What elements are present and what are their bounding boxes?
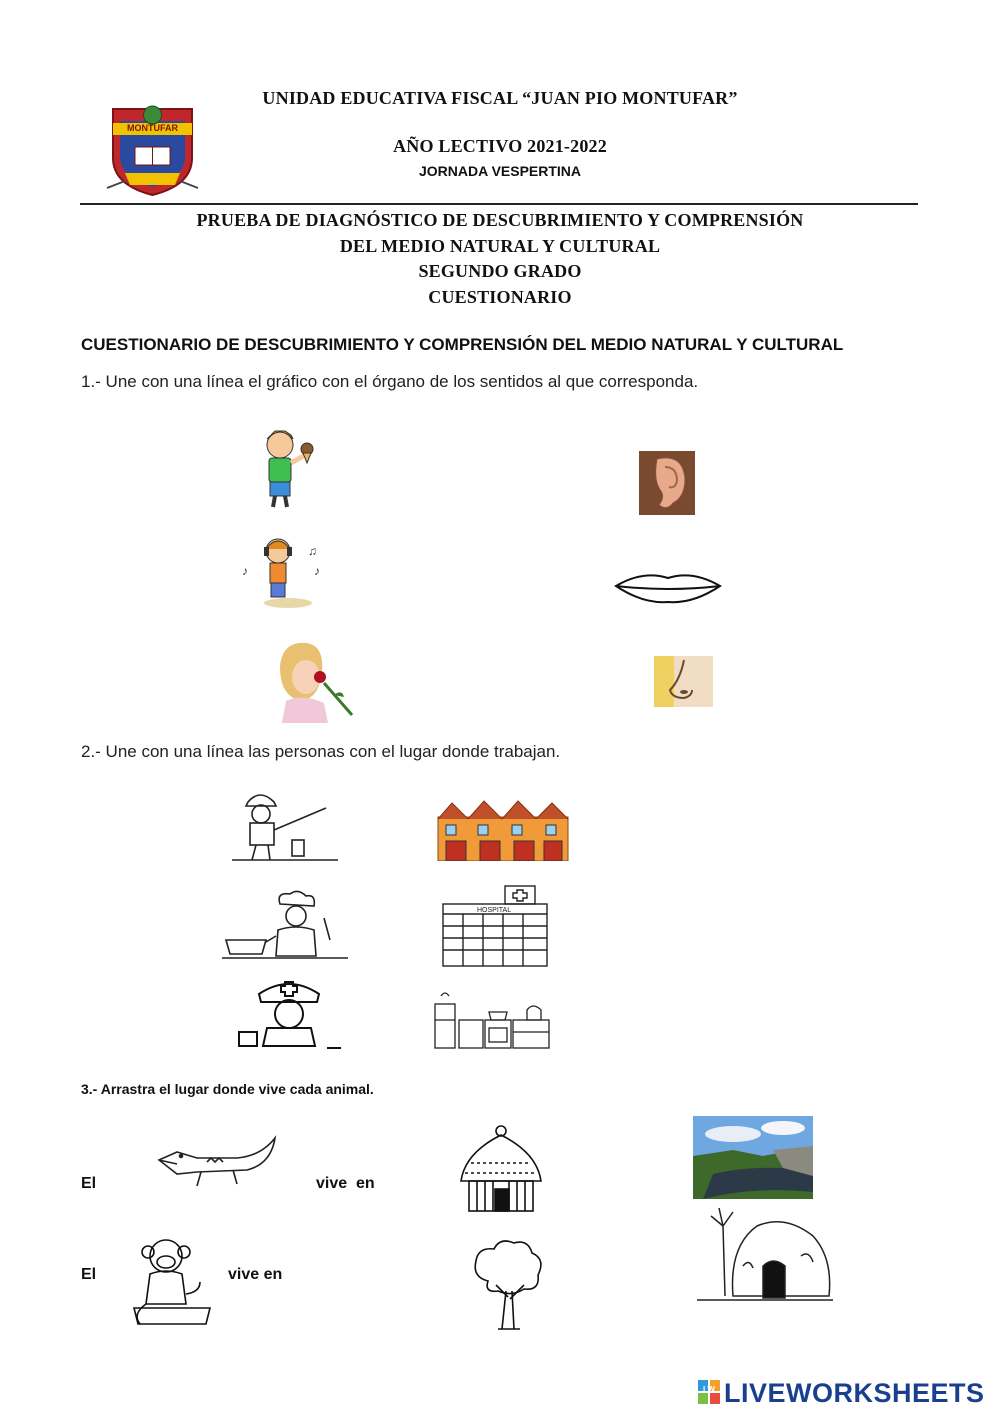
- school-logo: [105, 103, 200, 198]
- tree-image[interactable]: [468, 1237, 546, 1333]
- kitchen-image[interactable]: [433, 990, 551, 1050]
- school-name: UNIDAD EDUCATIVA FISCAL “JUAN PIO MONTUFAR”: [262, 88, 738, 108]
- liveworksheets-brand-text: LIVEWORKSHEETS: [724, 1378, 985, 1408]
- fire-station-building-image[interactable]: [436, 797, 570, 861]
- question-3: 3.- Arrastra el lugar donde vive cada animal.: [81, 1081, 374, 1097]
- q3-row1-prefix: El: [81, 1175, 97, 1192]
- hospital-building-image[interactable]: [441, 884, 549, 968]
- lips-image[interactable]: [613, 568, 723, 606]
- liveworksheets-logo: [698, 1378, 998, 1410]
- ear-image[interactable]: [639, 451, 695, 515]
- question-1: 1.- Une con una línea el gráfico con el órgano de los sentidos al que corresponda.: [81, 372, 699, 391]
- svg-text:♪: ♪: [314, 564, 320, 578]
- q3-row2-prefix: El: [81, 1266, 97, 1283]
- question-2: 2.- Une con una línea las personas con el lugar donde trabajan.: [81, 742, 561, 761]
- logo-text: MONTUFAR: [127, 123, 178, 133]
- exam-title-line2: DEL MEDIO NATURAL Y CULTURAL: [339, 236, 661, 256]
- school-shift: JORNADA VESPERTINA: [418, 163, 582, 179]
- q3-row2-suffix: vive en: [228, 1266, 283, 1283]
- nurse-image[interactable]: [237, 974, 345, 1050]
- svg-text:♪: ♪: [242, 564, 248, 578]
- boy-eating-icecream-image[interactable]: [245, 427, 325, 512]
- cave-image[interactable]: [693, 1206, 835, 1308]
- monkey-image[interactable]: [130, 1234, 214, 1326]
- exam-title-line4: CUESTIONARIO: [428, 287, 572, 307]
- girl-listening-music-image[interactable]: [238, 535, 328, 611]
- chef-image[interactable]: [220, 890, 350, 962]
- firefighter-image[interactable]: [230, 788, 340, 864]
- header-divider: [80, 203, 918, 205]
- q3-row1-suffix: vive en: [316, 1175, 375, 1192]
- svg-text:♫: ♫: [308, 544, 317, 558]
- crocodile-image[interactable]: [157, 1134, 281, 1190]
- liveworksheets-logo-small: LW: [703, 1385, 715, 1394]
- river-landscape-image[interactable]: [693, 1116, 813, 1199]
- section-title: CUESTIONARIO DE DESCUBRIMIENTO Y COMPRENSIÓN DEL MEDIO NATURAL Y CULTURAL: [81, 335, 844, 354]
- svg-text:HOSPITAL: HOSPITAL: [477, 907, 512, 914]
- exam-title-line3: SEGUNDO GRADO: [418, 261, 582, 281]
- straw-hut-image[interactable]: [457, 1123, 547, 1215]
- school-year: AÑO LECTIVO 2021-2022: [393, 136, 607, 156]
- exam-title-line1: PRUEBA DE DIAGNÓSTICO DE DESCUBRIMIENTO Y COMPRENSIÓN: [196, 210, 804, 230]
- girl-smelling-rose-image[interactable]: [272, 637, 360, 723]
- liveworksheets-logo-icon: [698, 1380, 720, 1404]
- nose-image[interactable]: [654, 656, 713, 707]
